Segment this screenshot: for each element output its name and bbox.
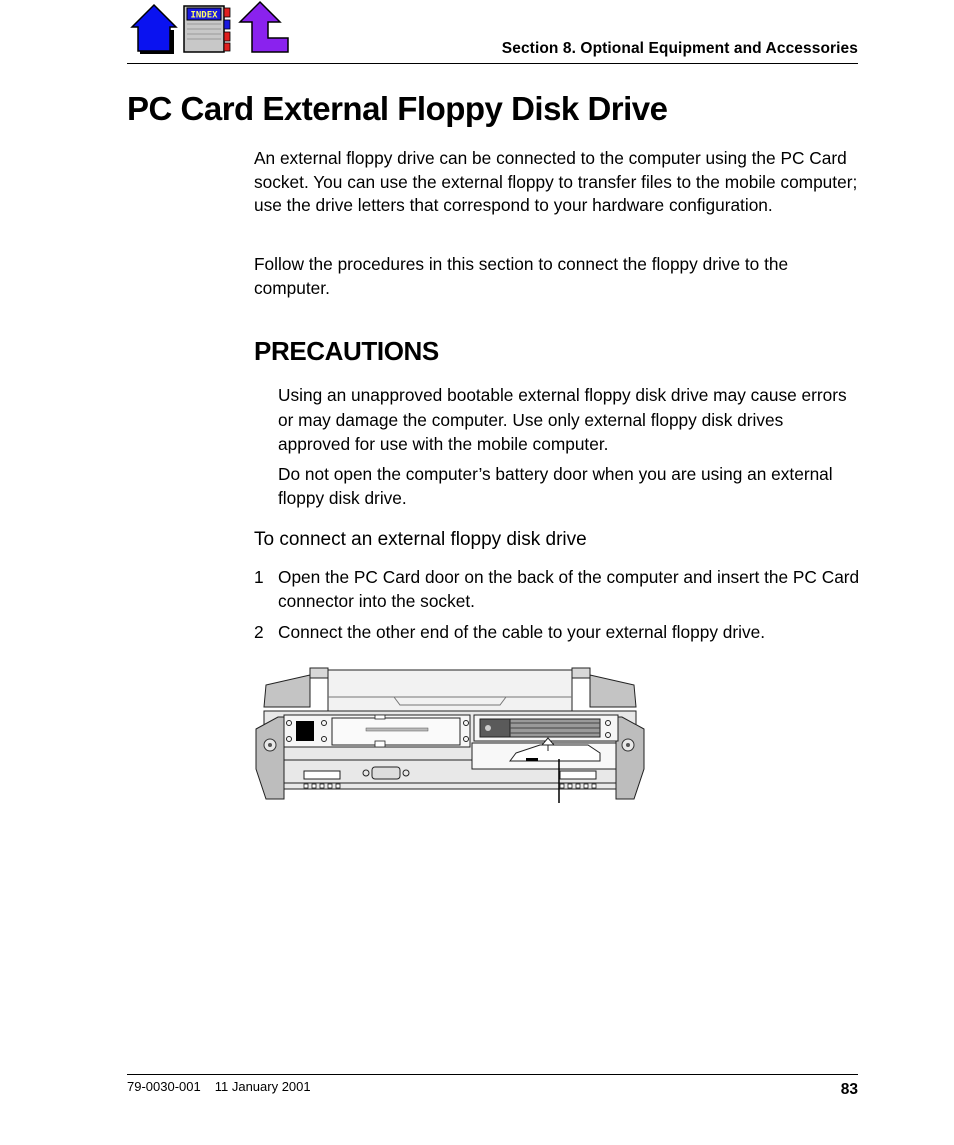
section-title: Section 8. Optional Equipment and Accessories bbox=[501, 40, 858, 57]
footer-info bbox=[127, 1079, 311, 1094]
page-title: PC Card External Floppy Disk Drive bbox=[127, 90, 668, 127]
index-icon[interactable] bbox=[181, 2, 233, 54]
page-number: 83 bbox=[840, 1081, 858, 1098]
procedure-title: To connect an external floppy disk drive bbox=[254, 529, 587, 550]
procedure-step bbox=[254, 566, 860, 613]
navigation-bar bbox=[130, 0, 290, 54]
up-arrow-icon[interactable] bbox=[236, 0, 290, 54]
document-date: 11 January 2001 bbox=[214, 1079, 311, 1094]
computer-back-illustration bbox=[254, 665, 646, 805]
precautions-heading: PRECAUTIONS bbox=[254, 336, 439, 366]
precaution-item-1: Using an unapproved bootable external floppy disk drive may cause errors or may damage the computer. Use only external floppy disk drives approved for use with the mobile computer. bbox=[278, 385, 847, 454]
step-number: 1 bbox=[254, 567, 264, 587]
step-number: 2 bbox=[254, 622, 264, 642]
intro-paragraph-1: An external floppy drive can be connected to the computer using the PC Card socket. You can use the external floppy to transfer files to the mobile computer; use the drive letters that correspond to your hardware configuration. bbox=[254, 148, 858, 215]
step-text: Connect the other end of the cable to your external floppy drive. bbox=[278, 622, 766, 642]
intro-paragraph-2: Follow the procedures in this section to connect the floppy drive to the computer. bbox=[254, 254, 789, 298]
index-icon-label: INDEX bbox=[190, 10, 218, 21]
step-text: Open the PC Card door on the back of the computer and insert the PC Card connector into the socket. bbox=[278, 567, 860, 611]
footer-divider bbox=[127, 1074, 858, 1075]
precaution-item-2: Do not open the computer’s battery door when you are using an external floppy disk drive. bbox=[278, 464, 833, 508]
header-divider bbox=[127, 63, 858, 64]
home-icon[interactable] bbox=[130, 2, 178, 54]
document-number: 79-0030-001 bbox=[127, 1079, 201, 1094]
procedure-step bbox=[254, 621, 860, 645]
